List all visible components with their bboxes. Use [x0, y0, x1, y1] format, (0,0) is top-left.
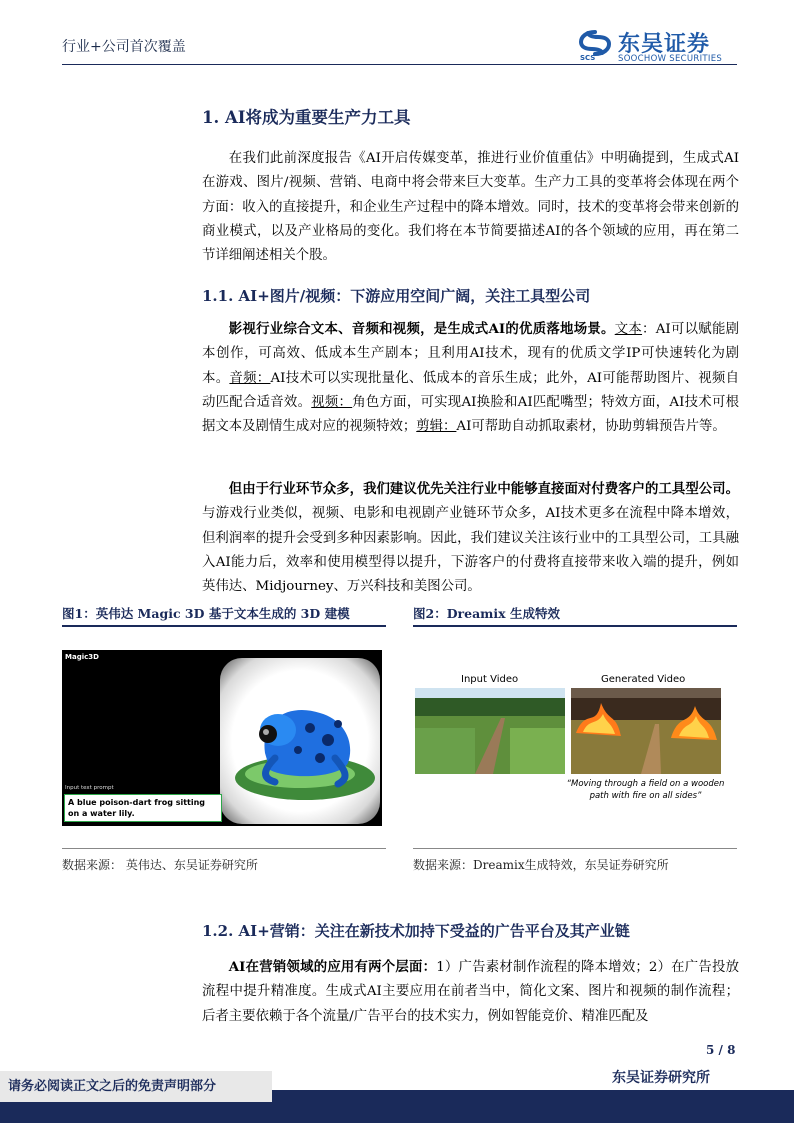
render-panel — [220, 658, 380, 824]
figure2-title: 图2：Dreamix 生成特效 — [413, 606, 560, 621]
brand-mark: SCS — [580, 54, 596, 62]
paragraph-lead: 影视行业综合文本、音频和视频，是生成式AI的优质落地场景。 — [228, 321, 615, 337]
subsection-title: 1.2. AI+营销：关注在新技术加持下受益的广告平台及其产业链 — [202, 922, 630, 940]
figure2-source: 数据来源：Dreamix生成特效，东吴证券研究所 — [413, 858, 669, 872]
section-title: 1. AI将成为重要生产力工具 — [202, 108, 411, 127]
brand-logo — [578, 30, 738, 66]
subsection-title: 1.1. AI+图片/视频：下游应用空间广阔，关注工具型公司 — [202, 287, 591, 305]
figure1-source: 数据来源： 英伟达、东吴证券研究所 — [62, 858, 258, 872]
term-video: 视频： — [311, 394, 353, 410]
text-run: 角色方面，可实现AI换脸和AI匹配嘴型；特效方面，AI技术可根据文本及剧情生成对应的视频特效； — [202, 394, 740, 435]
generated-video-label: Generated Video — [601, 674, 686, 685]
paragraph-lead: AI在营销领域的应用有两个层面： — [228, 959, 437, 975]
footer-org: 东吴证券研究所 — [612, 1070, 710, 1086]
dreamix-caption: “Moving through a field on a wooden path with fire on all sides” — [566, 779, 725, 801]
dreamix-image — [413, 650, 737, 810]
figure1-title: 图1：英伟达 Magic 3D 基于文本生成的 3D 建模 — [62, 606, 350, 621]
figure2-top-rule — [413, 625, 737, 627]
header-divider — [62, 64, 737, 65]
input-video-label: Input Video — [461, 674, 519, 685]
frog-icon — [220, 658, 380, 824]
brand-name-cn: 东吴证券 — [618, 32, 711, 57]
term-editing: 剪辑： — [416, 419, 457, 435]
term-text: 文本 — [614, 322, 643, 337]
text-run: AI技术可以实现批量化、低成本的音乐生成；此外，AI可能帮助图片、视频自动匹配合适音效。 — [202, 370, 740, 410]
page-number: 5 / 8 — [706, 1043, 736, 1057]
term-audio: 音频： — [229, 370, 271, 386]
soochow-logo-icon — [578, 30, 612, 56]
text-run: AI可帮助自动抓取素材，协助剪辑预告片等。 — [456, 419, 726, 435]
paragraph-lead: 但由于行业环节众多，我们建议优先关注行业中能够直接面对付费客户的工具型公司。 — [228, 481, 739, 497]
text-run: ：AI可以赋能剧本创作，可高效、低成本生产剧本；且利用AI技术，现有的优质文学IP可快速转化为剧本。 — [202, 322, 740, 386]
paragraph-film — [202, 317, 739, 439]
magic3d-image — [62, 650, 382, 826]
magic3d-label: Magic3D — [65, 653, 99, 661]
header-category: 行业+公司首次覆盖 — [62, 39, 186, 55]
paragraph-marketing — [202, 955, 739, 1029]
figure1-top-rule — [62, 625, 386, 627]
disclaimer-note: 请务必阅读正文之后的免责声明部分 — [0, 1071, 272, 1102]
text-run: 1）广告素材制作流程的降本增效；2）在广告投放流程中提升精准度。生成式AI主要应用在前者当中，简化文案、图片和视频的制作流程；后者主要依赖于各个流量/广告平台的技术实力，例如智能竞价、精准匹配及 — [202, 960, 739, 1024]
figure1-bottom-rule — [62, 848, 386, 849]
generated-video-frame — [571, 688, 721, 774]
paragraph-tools — [202, 477, 739, 599]
section-intro: 在我们此前深度报告《AI开启传媒变革，推进行业价值重估》中明确提到，生成式AI在游戏、图片/视频、营销、电商中将会带来巨大变革。生产力工具的变革将会体现在两个方面：收入的直接提升，和企业生产过程中的降本增效。同时，技术的变革将会带来创新的商业模式，以及产业格局的变化。我们将在本节简要描述AI的各个领域的应用，再在第二节详细阐述相关个股。 — [202, 151, 739, 264]
prompt-label: Input text prompt — [65, 785, 114, 791]
figure2-bottom-rule — [413, 848, 737, 849]
input-video-frame — [415, 688, 565, 774]
brand-name-en: SOOCHOW SECURITIES — [618, 54, 723, 64]
prompt-text: A blue poison-dart frog sitting on a water lily. — [64, 794, 222, 822]
text-run: 与游戏行业类似，视频、电影和电视剧产业链环节众多，AI技术更多在流程中降本增效，但利润率的提升会受到多种因素影响。因此，我们建议关注该行业中的工具型公司，工具融入AI能力后，效率和使用模型得以提升，下游客户的付费将直接带来收入端的提升，例如英伟达、Midjourney、万兴科技和美图公司。 — [202, 506, 739, 595]
